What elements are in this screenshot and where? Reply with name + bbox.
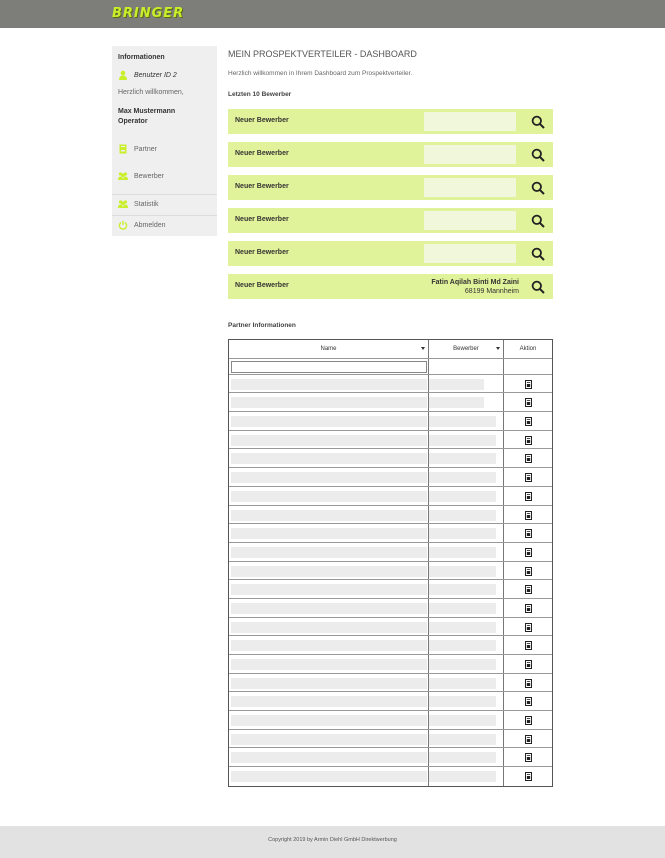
filter-row xyxy=(229,359,552,375)
footer xyxy=(0,826,665,858)
redacted-count xyxy=(429,435,496,446)
table-row xyxy=(229,412,552,431)
document-icon[interactable] xyxy=(525,604,532,613)
table-row xyxy=(229,730,552,749)
partner-table xyxy=(228,339,553,787)
recent-applicants-title: Letzten 10 Bewerber xyxy=(228,91,292,98)
card-label: Neuer Bewerber xyxy=(235,282,289,289)
card-label: Neuer Bewerber xyxy=(235,249,289,256)
table-row xyxy=(229,748,552,767)
redacted-count xyxy=(429,640,496,651)
page-title: MEIN PROSPEKTVERTEILER - DASHBOARD xyxy=(228,49,417,59)
redacted-count xyxy=(429,491,496,502)
redacted-name xyxy=(231,640,427,651)
table-row xyxy=(229,599,552,618)
app-logo[interactable]: BRINGER xyxy=(112,6,185,21)
sort-icon xyxy=(421,347,425,350)
redacted-name xyxy=(231,584,427,595)
table-row xyxy=(229,655,552,674)
user-role: Operator xyxy=(118,118,148,125)
user-info xyxy=(118,107,175,127)
redacted-info xyxy=(424,211,516,230)
applicant-address: 68199 Mannheim xyxy=(464,288,519,295)
card-label: Neuer Bewerber xyxy=(235,117,289,124)
table-header xyxy=(229,340,552,359)
table-row xyxy=(229,431,552,450)
redacted-name xyxy=(231,491,427,502)
redacted-name xyxy=(231,678,427,689)
search-icon[interactable] xyxy=(531,115,545,129)
redacted-name xyxy=(231,715,427,726)
redacted-name xyxy=(231,379,427,390)
redacted-info xyxy=(424,145,516,164)
sort-icon xyxy=(496,347,500,350)
table-row xyxy=(229,449,552,468)
document-icon[interactable] xyxy=(525,697,532,706)
table-row xyxy=(229,674,552,693)
redacted-name xyxy=(231,696,427,707)
table-row xyxy=(229,468,552,487)
table-row xyxy=(229,711,552,730)
document-icon[interactable] xyxy=(525,398,532,407)
redacted-name xyxy=(231,435,427,446)
sidebar-item-label: Statistik xyxy=(134,200,159,208)
document-icon[interactable] xyxy=(525,623,532,632)
redacted-count xyxy=(429,379,484,390)
table-row xyxy=(229,580,552,599)
document-icon[interactable] xyxy=(525,380,532,389)
document-icon[interactable] xyxy=(525,753,532,762)
power-icon xyxy=(118,220,128,230)
sidebar-item-partner[interactable] xyxy=(112,139,217,159)
redacted-name xyxy=(231,734,427,745)
table-row xyxy=(229,562,552,581)
users-icon xyxy=(118,171,128,181)
document-icon[interactable] xyxy=(525,511,532,520)
redacted-count xyxy=(429,584,496,595)
welcome-text: Herzlich willkommen, xyxy=(118,89,184,96)
document-icon[interactable] xyxy=(525,567,532,576)
column-header-aktion: Aktion xyxy=(519,345,537,352)
table-row xyxy=(229,393,552,412)
search-icon[interactable] xyxy=(531,181,545,195)
redacted-count xyxy=(429,547,496,558)
redacted-name xyxy=(231,771,427,782)
sidebar-item-statistik[interactable] xyxy=(112,194,217,214)
redacted-info xyxy=(424,178,516,197)
user-id: Benutzer ID 2 xyxy=(134,71,177,79)
table-row xyxy=(229,692,552,711)
sidebar-item-abmelden[interactable] xyxy=(112,215,217,235)
redacted-name xyxy=(231,510,427,521)
document-icon[interactable] xyxy=(525,735,532,744)
document-icon[interactable] xyxy=(525,679,532,688)
table-row xyxy=(229,543,552,562)
redacted-count xyxy=(429,528,496,539)
redacted-name xyxy=(231,622,427,633)
table-row xyxy=(229,506,552,525)
redacted-info xyxy=(424,244,516,263)
redacted-count xyxy=(429,397,484,408)
redacted-count xyxy=(429,453,496,464)
document-icon[interactable] xyxy=(525,473,532,482)
redacted-name xyxy=(231,416,427,427)
applicant-card xyxy=(228,208,553,233)
document-icon[interactable] xyxy=(525,454,532,463)
applicant-info xyxy=(431,278,519,296)
document-icon[interactable] xyxy=(525,660,532,669)
user-name: Max Mustermann xyxy=(118,108,176,115)
applicant-card xyxy=(228,274,553,299)
card-label: Neuer Bewerber xyxy=(235,216,289,223)
applicant-card xyxy=(228,175,553,200)
sidebar-item-label: Abmelden xyxy=(134,221,166,229)
search-icon[interactable] xyxy=(531,148,545,162)
column-header-name[interactable]: Name xyxy=(229,340,429,358)
redacted-name xyxy=(231,752,427,763)
applicant-name: Fatin Aqilah Binti Md Zaini xyxy=(431,279,519,286)
redacted-name xyxy=(231,659,427,670)
search-icon[interactable] xyxy=(531,247,545,261)
redacted-count xyxy=(429,510,496,521)
card-label: Neuer Bewerber xyxy=(235,150,289,157)
redacted-name xyxy=(231,472,427,483)
applicant-card xyxy=(228,241,553,266)
redacted-name xyxy=(231,453,427,464)
sidebar-item-label: Bewerber xyxy=(134,172,164,180)
redacted-count xyxy=(429,734,496,745)
table-row xyxy=(229,487,552,506)
redacted-name xyxy=(231,566,427,577)
table-row xyxy=(229,618,552,637)
redacted-count xyxy=(429,622,496,633)
search-icon[interactable] xyxy=(531,280,545,294)
partner-icon xyxy=(118,144,128,154)
table-row xyxy=(229,524,552,543)
document-icon[interactable] xyxy=(525,548,532,557)
redacted-count xyxy=(429,678,496,689)
redacted-count xyxy=(429,715,496,726)
users-icon xyxy=(118,199,128,209)
document-icon[interactable] xyxy=(525,772,532,781)
sidebar xyxy=(112,46,217,236)
document-icon[interactable] xyxy=(525,716,532,725)
document-icon[interactable] xyxy=(525,492,532,501)
document-icon[interactable] xyxy=(525,529,532,538)
redacted-name xyxy=(231,528,427,539)
document-icon[interactable] xyxy=(525,641,532,650)
redacted-count xyxy=(429,659,496,670)
user-id-row xyxy=(118,70,177,80)
applicant-card xyxy=(228,142,553,167)
document-icon[interactable] xyxy=(525,436,532,445)
copyright-text: Copyright 2019 by Armin Diehl GmbH Direktwerbung xyxy=(268,837,397,843)
document-icon[interactable] xyxy=(525,417,532,426)
table-row xyxy=(229,636,552,655)
redacted-count xyxy=(429,416,496,427)
sidebar-item-label: Partner xyxy=(134,145,157,153)
redacted-info xyxy=(424,112,516,131)
applicant-card xyxy=(228,109,553,134)
top-bar xyxy=(0,0,665,28)
redacted-count xyxy=(429,696,496,707)
table-row xyxy=(229,375,552,394)
redacted-name xyxy=(231,603,427,614)
redacted-name xyxy=(231,397,427,408)
redacted-count xyxy=(429,472,496,483)
document-icon[interactable] xyxy=(525,585,532,594)
redacted-count xyxy=(429,603,496,614)
redacted-count xyxy=(429,771,496,782)
redacted-count xyxy=(429,752,496,763)
card-label: Neuer Bewerber xyxy=(235,183,289,190)
redacted-count xyxy=(429,566,496,577)
search-icon[interactable] xyxy=(531,214,545,228)
page-subtitle: Herzlich willkommen in Ihrem Dashboard zum Prospektverteiler. xyxy=(228,70,413,77)
user-icon xyxy=(118,70,128,80)
partner-info-title: Partner Informationen xyxy=(228,322,296,329)
table-row xyxy=(229,767,552,786)
name-filter-input[interactable] xyxy=(231,361,427,373)
sidebar-title: Informationen xyxy=(118,54,165,61)
sidebar-item-bewerber[interactable] xyxy=(112,166,217,186)
redacted-name xyxy=(231,547,427,558)
column-header-bewerber[interactable]: Bewerber xyxy=(429,340,504,358)
